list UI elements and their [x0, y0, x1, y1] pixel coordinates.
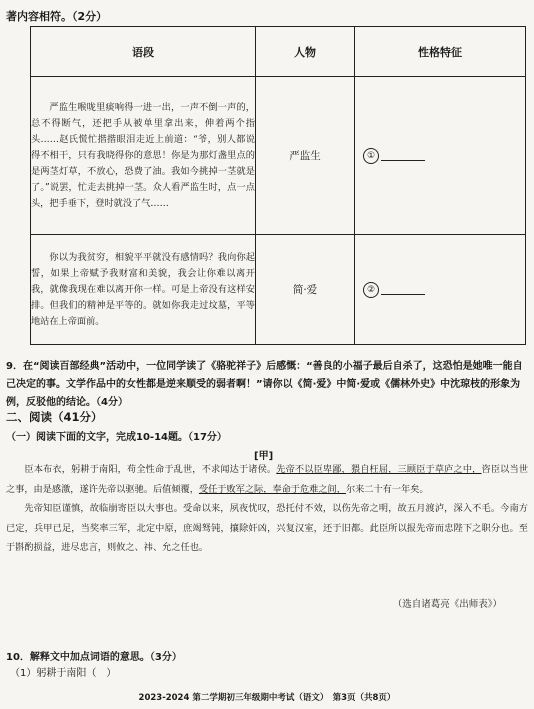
passage-source: （选自诸葛亮《出师表》） [392, 599, 502, 610]
table-row [31, 77, 526, 235]
passage-cell [31, 77, 256, 235]
header-passage: 语段 [31, 27, 256, 77]
page-footer: 2023-2024 第二学期初三年级期中考试（语文） 第3页（共8页） [138, 693, 396, 703]
passage-text: 严监生喉咙里痰响得一进一出，一声不倒一声的，总不得断气，还把手从被单里拿出来，伸着两个指头……赵氏慌忙揩揩眼泪走近上前道：“爷，别人都说得不相干，只有我晓得你的意思！你是为那灯盏里点的是两茎灯草，不放心，恐费了油。我如今挑掉一茎就是了。”说罢，忙走去挑掉一茎。众人看严监生时，点一点头，把手垂下，登时就没了气…… [31, 101, 255, 209]
subsection-title: （一）阅读下面的文字，完成10-14题。（17分） [6, 432, 227, 443]
header-trait: 性格特征 [355, 27, 526, 77]
answer-blank[interactable] [381, 150, 425, 161]
answer-marker: ① [363, 148, 379, 164]
question-10-item: （1）躬耕于南阳（ ） [10, 668, 117, 679]
underlined-sentence: 受任于败军之际，奉命于危难之间， [198, 483, 346, 495]
classical-paragraph: 先帝知臣谨慎，故临崩寄臣以大事也。受命以来，夙夜忧叹，恐托付不效，以伤先帝之明，故五月渡泸，深入不毛。今南方已定，兵甲已足，当奖率三军，北定中原，庶竭驽钝，攘除奸凶，兴复汉室，还于旧都。此臣所以报先帝而忠陛下之职分也。至于斟酌损益，进尽忠言，则攸之、祎、允之任也。 [6, 503, 528, 553]
question-9: 9．在“阅读百部经典”活动中，一位同学读了《骆驼祥子》后感慨：“善良的小福子最后自杀了，这恐怕是她唯一能自己决定的事。文学作品中的女性都是逆来顺受的弱者啊！”请你以《简·爱》中简·爱或《儒林外史》中沈琼枝的形象为例，反驳他的结论。（4分） [6, 361, 523, 408]
question-intro: 著内容相符。（2分） [6, 10, 108, 23]
passage-cell [31, 235, 256, 345]
passage-marker: [甲] [254, 451, 274, 462]
passage-text: 你以为我贫穷，相貌平平就没有感情吗？我向你起誓，如果上帝赋予我财富和美貌，我会让你难以离开我，就像我现在难以离开你一样。可是上帝没有这样安排。但我们的精神是平等的。就如你我走过坟墓，平等地站在上帝面前。 [31, 251, 255, 327]
character-table [30, 26, 526, 345]
text-span: 咨臣以当世之事，由是感激，遂许先帝以驱驰。后值倾覆， [6, 464, 529, 495]
classical-paragraph [6, 460, 528, 499]
trait-cell [355, 235, 526, 345]
table-row [31, 235, 526, 345]
classical-passage [6, 460, 528, 558]
person-cell: 简·爱 [256, 235, 355, 345]
table-header-row [31, 27, 526, 77]
answer-marker: ② [363, 282, 379, 298]
answer-blank[interactable] [381, 284, 425, 295]
trait-cell [355, 77, 526, 235]
section-title: 二、阅读（41分） [6, 410, 103, 424]
text-span: 尔来二十有一年矣。 [345, 483, 429, 495]
text-span: 臣本布衣，躬耕于南阳，苟全性命于乱世，不求闻达于诸侯。 [24, 464, 277, 475]
person-cell: 严监生 [256, 77, 355, 235]
question-10: 10．解释文中加点词语的意思。（3分） [6, 652, 182, 663]
header-person: 人物 [256, 27, 355, 77]
underlined-sentence: 先帝不以臣卑鄙，猥自枉屈，三顾臣于草庐之中， [276, 464, 482, 475]
